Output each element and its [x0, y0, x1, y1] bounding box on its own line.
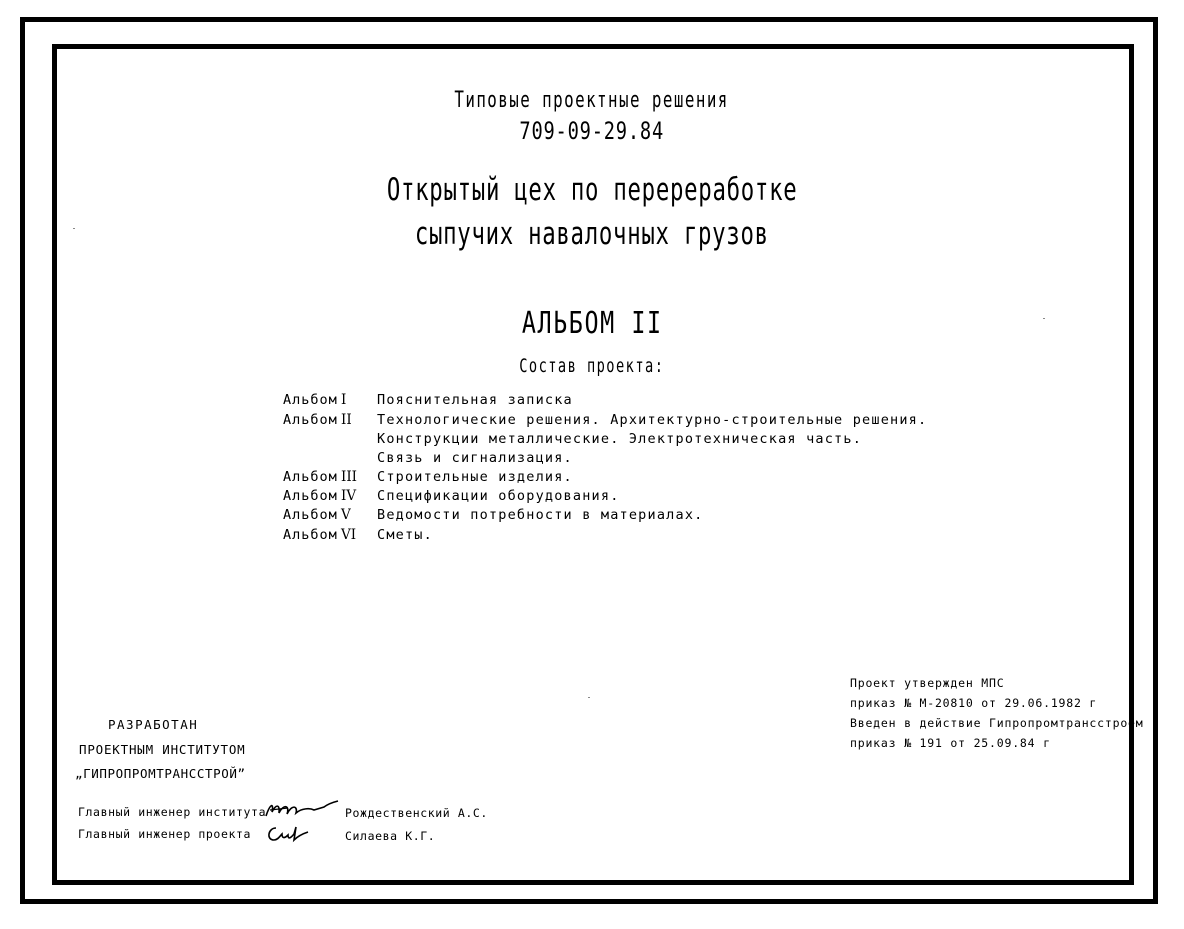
signatory-role: Главный инженер проекта	[78, 827, 252, 841]
scan-speck	[588, 697, 590, 698]
approval-line4: приказ № 191 от 25.09.84 г	[850, 736, 1051, 750]
list-item	[283, 390, 927, 410]
album-label: Альбом	[283, 527, 338, 543]
developer-line2: ПРОЕКТНЫМ ИНСТИТУТОМ	[79, 742, 246, 757]
list-item	[283, 486, 927, 505]
album-number: I	[341, 392, 347, 408]
album-number: V	[341, 507, 351, 523]
album-description: Спецификации оборудования.	[377, 488, 620, 504]
list-item	[283, 410, 927, 429]
album-description: Связь и сигнализация.	[377, 450, 573, 466]
album-label: Альбом	[283, 469, 338, 485]
album-label: Альбом	[283, 412, 338, 428]
list-item	[283, 505, 927, 525]
album-description: Технологические решения. Архитектурно-строительные решения.	[377, 412, 928, 428]
album-number: III	[341, 469, 357, 485]
scan-speck	[73, 228, 75, 229]
signatory-name: Рождественский А.С.	[345, 806, 488, 820]
signature-project-engineer	[264, 822, 314, 846]
album-number: IV	[341, 488, 357, 504]
album-label: Альбом	[283, 507, 338, 523]
signatory-name: Силаева К.Г.	[345, 829, 436, 843]
approval-line3: Введен в действие Гипропромтрансстроем	[850, 716, 1144, 730]
approval-line1: Проект утвержден МПС	[850, 676, 1005, 690]
project-title-line2: сыпучих навалочных грузов	[415, 216, 769, 252]
contents-heading: Состав проекта:	[519, 355, 665, 377]
approval-line2: приказ № М-20810 от 29.06.1982 г	[850, 696, 1098, 710]
album-description: Конструкции металлические. Электротехническая часть.	[377, 431, 863, 447]
list-item	[283, 525, 927, 544]
developer-line1: РАЗРАБОТАН	[108, 717, 199, 732]
album-description: Пояснительная записка	[377, 392, 573, 408]
list-item-continuation	[283, 448, 927, 467]
list-item	[283, 467, 927, 486]
album-description: Строительные изделия.	[377, 469, 573, 485]
album-number: II	[341, 412, 352, 428]
album-description: Сметы.	[377, 527, 433, 543]
album-heading: АЛЬБОМ II	[521, 306, 663, 341]
list-item-continuation	[283, 429, 927, 448]
album-description: Ведомости потребности в материалах.	[377, 507, 704, 523]
contents-list	[283, 390, 927, 544]
album-label: Альбом	[283, 392, 338, 408]
project-code: 709-09-29.84	[519, 117, 665, 145]
signature-chief-engineer	[262, 798, 342, 822]
album-label: Альбом	[283, 488, 338, 504]
developer-line3: „ГИПРОПРОМТРАНССТРОЙ”	[75, 766, 246, 781]
scan-speck	[1043, 318, 1045, 319]
signatory-role: Главный инженер института	[78, 805, 267, 819]
album-number: VI	[341, 527, 357, 543]
project-title-line1: Открытый цех по перерeработке	[386, 172, 798, 208]
series-title: Типовые проектные решения	[454, 88, 730, 113]
